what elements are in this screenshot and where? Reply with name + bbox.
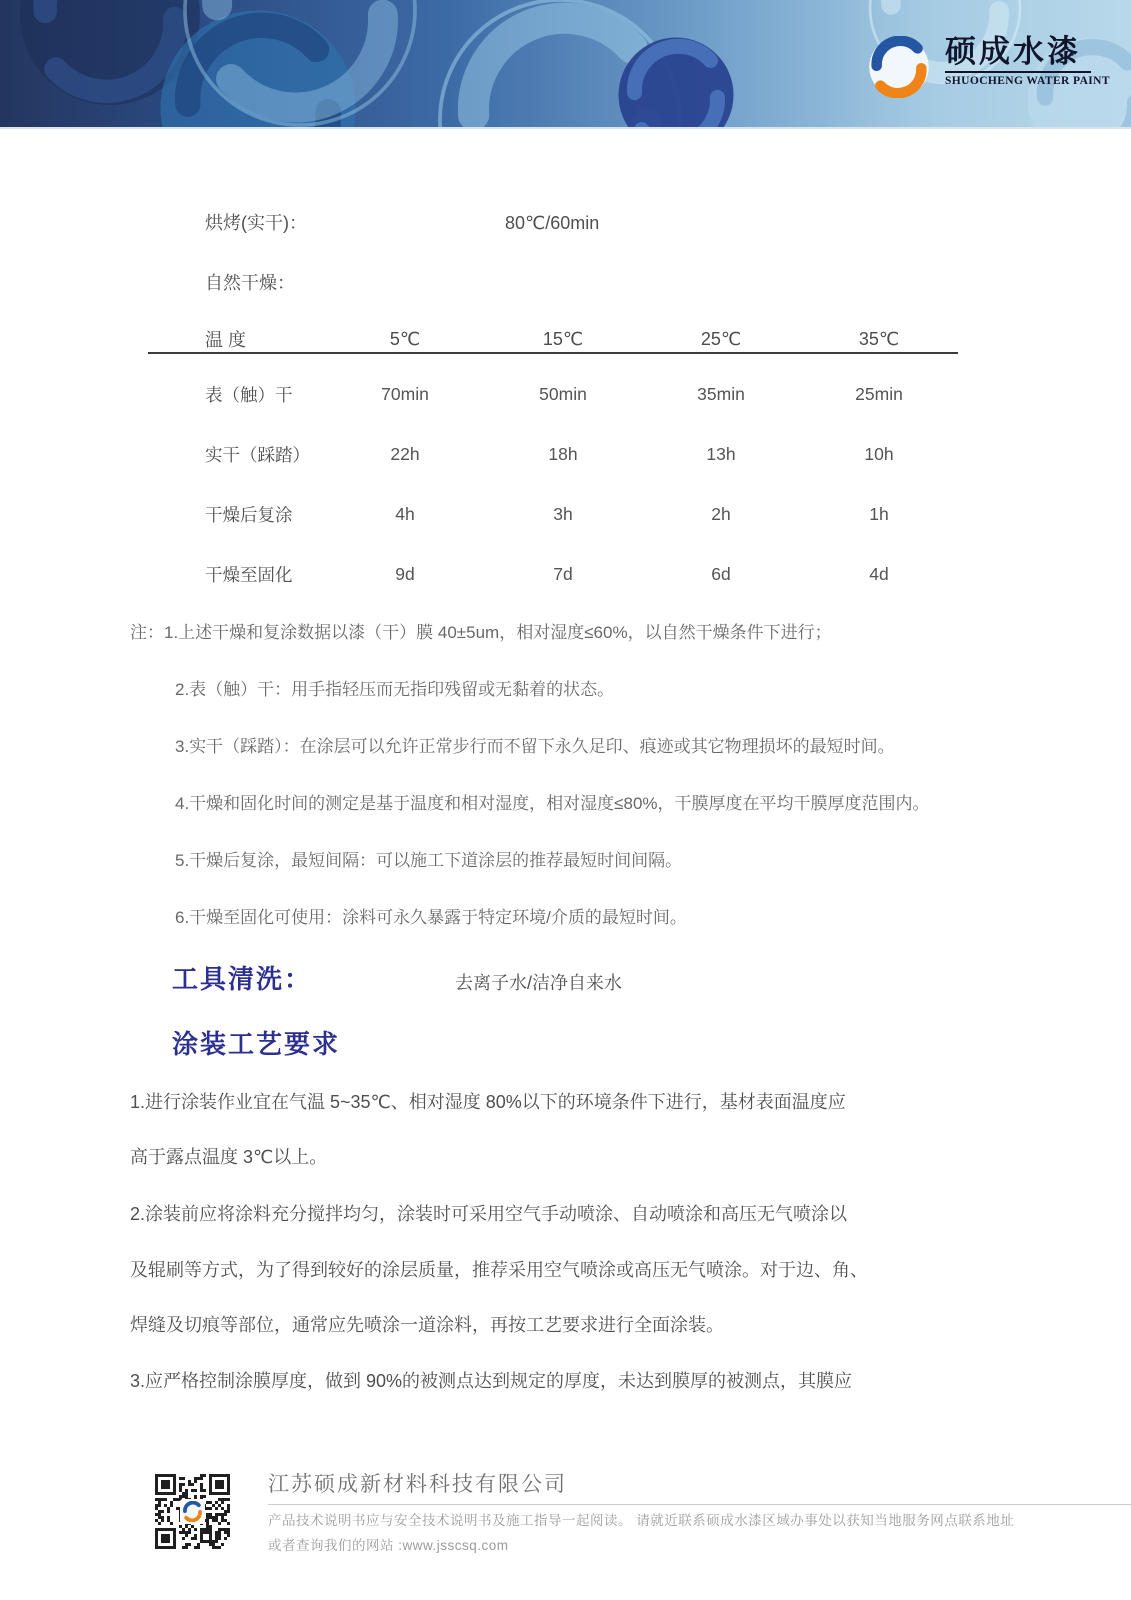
qr-code — [155, 1474, 230, 1549]
cell-value: 4h — [395, 503, 415, 524]
bake-dry-value: 80℃/60min — [505, 213, 600, 233]
process-paragraph-line: 焊缝及切痕等部位，通常应先喷涂一道涂料，再按工艺要求进行全面涂装。 — [130, 1315, 724, 1335]
note-item: 2.表（触）干：用手指轻压而无指印残留或无黏着的状态。 — [175, 680, 615, 699]
natural-dry-label: 自然干燥： — [205, 273, 295, 293]
cell-value: 9d — [395, 563, 415, 584]
cell-value: 22h — [390, 443, 420, 464]
brand-subtitle: SHUOCHENG WATER PAINT — [945, 75, 1110, 87]
process-paragraph-line: 高于露点温度 3℃以上。 — [130, 1147, 328, 1167]
cell-value: 2h — [711, 503, 731, 524]
tool-cleaning-value: 去离子水/洁净自来水 — [455, 973, 623, 993]
cell-value: 10h — [864, 443, 894, 464]
cell-value: 70min — [381, 383, 429, 404]
cell-value: 6d — [711, 563, 731, 584]
note-item: 3.实干（踩踏）：在涂层可以允许正常步行而不留下永久足印、痕迹或其它物理损坏的最短时间。 — [175, 737, 895, 756]
row-label: 表（触）干 — [205, 384, 293, 405]
brand-underline — [945, 71, 1091, 73]
table-header-cell: 15℃ — [542, 328, 584, 349]
cell-value: 25min — [855, 383, 903, 404]
tool-cleaning-heading: 工具清洗： — [172, 964, 313, 994]
cell-value: 3h — [553, 503, 573, 524]
table-row — [148, 364, 958, 424]
process-paragraph-line: 1.进行涂装作业宜在气温 5~35℃、相对湿度 80%以下的环境条件下进行，基材表面温度应 — [130, 1092, 846, 1112]
brand-logo-block — [868, 36, 1110, 98]
cell-value: 4d — [869, 563, 889, 584]
company-name: 江苏硕成新材料科技有限公司 — [268, 1473, 567, 1496]
cell-value: 50min — [539, 383, 587, 404]
process-section-heading: 涂装工艺要求 — [172, 1029, 341, 1059]
table-header-cell: 5℃ — [389, 328, 421, 349]
note-item: 注：1.上述干燥和复涂数据以漆（干）膜 40±5um，相对湿度≤60%，以自然干燥条件下进行； — [130, 623, 832, 642]
cell-value: 35min — [697, 383, 745, 404]
footer-note-line: 产品技术说明书应与安全技术说明书及施工指导一起阅读。 请就近联系硕成水漆区域办事处以获知当地服务网点联系地址 — [268, 1513, 1015, 1528]
table-row — [148, 484, 958, 544]
table-header-cell: 温 度 — [205, 330, 247, 350]
row-label: 实干（踩踏） — [205, 444, 310, 465]
footer-divider — [268, 1504, 1131, 1505]
process-paragraph-line: 及辊刷等方式，为了得到较好的涂层质量，推荐采用空气喷涂或高压无气喷涂。对于边、角、 — [130, 1260, 868, 1280]
table-row — [148, 424, 958, 484]
footer-note-line: 或者查询我们的网站 :www.jsscsq.com — [268, 1538, 509, 1553]
brand-title: 硕成水漆 — [945, 34, 1081, 69]
note-item: 6.干燥至固化可使用：涂料可永久暴露于特定环境/介质的最短时间。 — [175, 908, 687, 927]
row-label: 干燥后复涂 — [205, 504, 293, 525]
process-paragraph-line: 3.应严格控制涂膜厚度，做到 90%的被测点达到规定的厚度，未达到膜厚的被测点，其膜应 — [130, 1371, 853, 1391]
row-label: 干燥至固化 — [205, 564, 293, 585]
note-item: 5.干燥后复涂，最短间隔：可以施工下道涂层的推荐最短时间间隔。 — [175, 851, 683, 870]
cell-value: 7d — [553, 563, 573, 584]
table-header-cell: 25℃ — [700, 328, 742, 349]
cell-value: 1h — [869, 503, 889, 524]
table-row — [148, 544, 958, 604]
table-header-row — [148, 326, 958, 354]
cell-value: 18h — [548, 443, 578, 464]
bake-dry-label: 烘烤(实干)： — [205, 213, 307, 233]
brand-logo-icon — [868, 36, 930, 98]
table-header-cell: 35℃ — [858, 328, 900, 349]
note-item: 4.干燥和固化时间的测定是基于温度和相对湿度，相对湿度≤80%，干膜厚度在平均干膜厚度范围内。 — [175, 794, 930, 813]
process-paragraph-line: 2.涂装前应将涂料充分搅拌均匀，涂装时可采用空气手动喷涂、自动喷涂和高压无气喷涂以 — [130, 1204, 848, 1224]
header-banner — [0, 0, 1131, 129]
cell-value: 13h — [706, 443, 736, 464]
qr-center-logo-icon — [180, 1499, 205, 1524]
drying-time-table — [148, 326, 958, 604]
